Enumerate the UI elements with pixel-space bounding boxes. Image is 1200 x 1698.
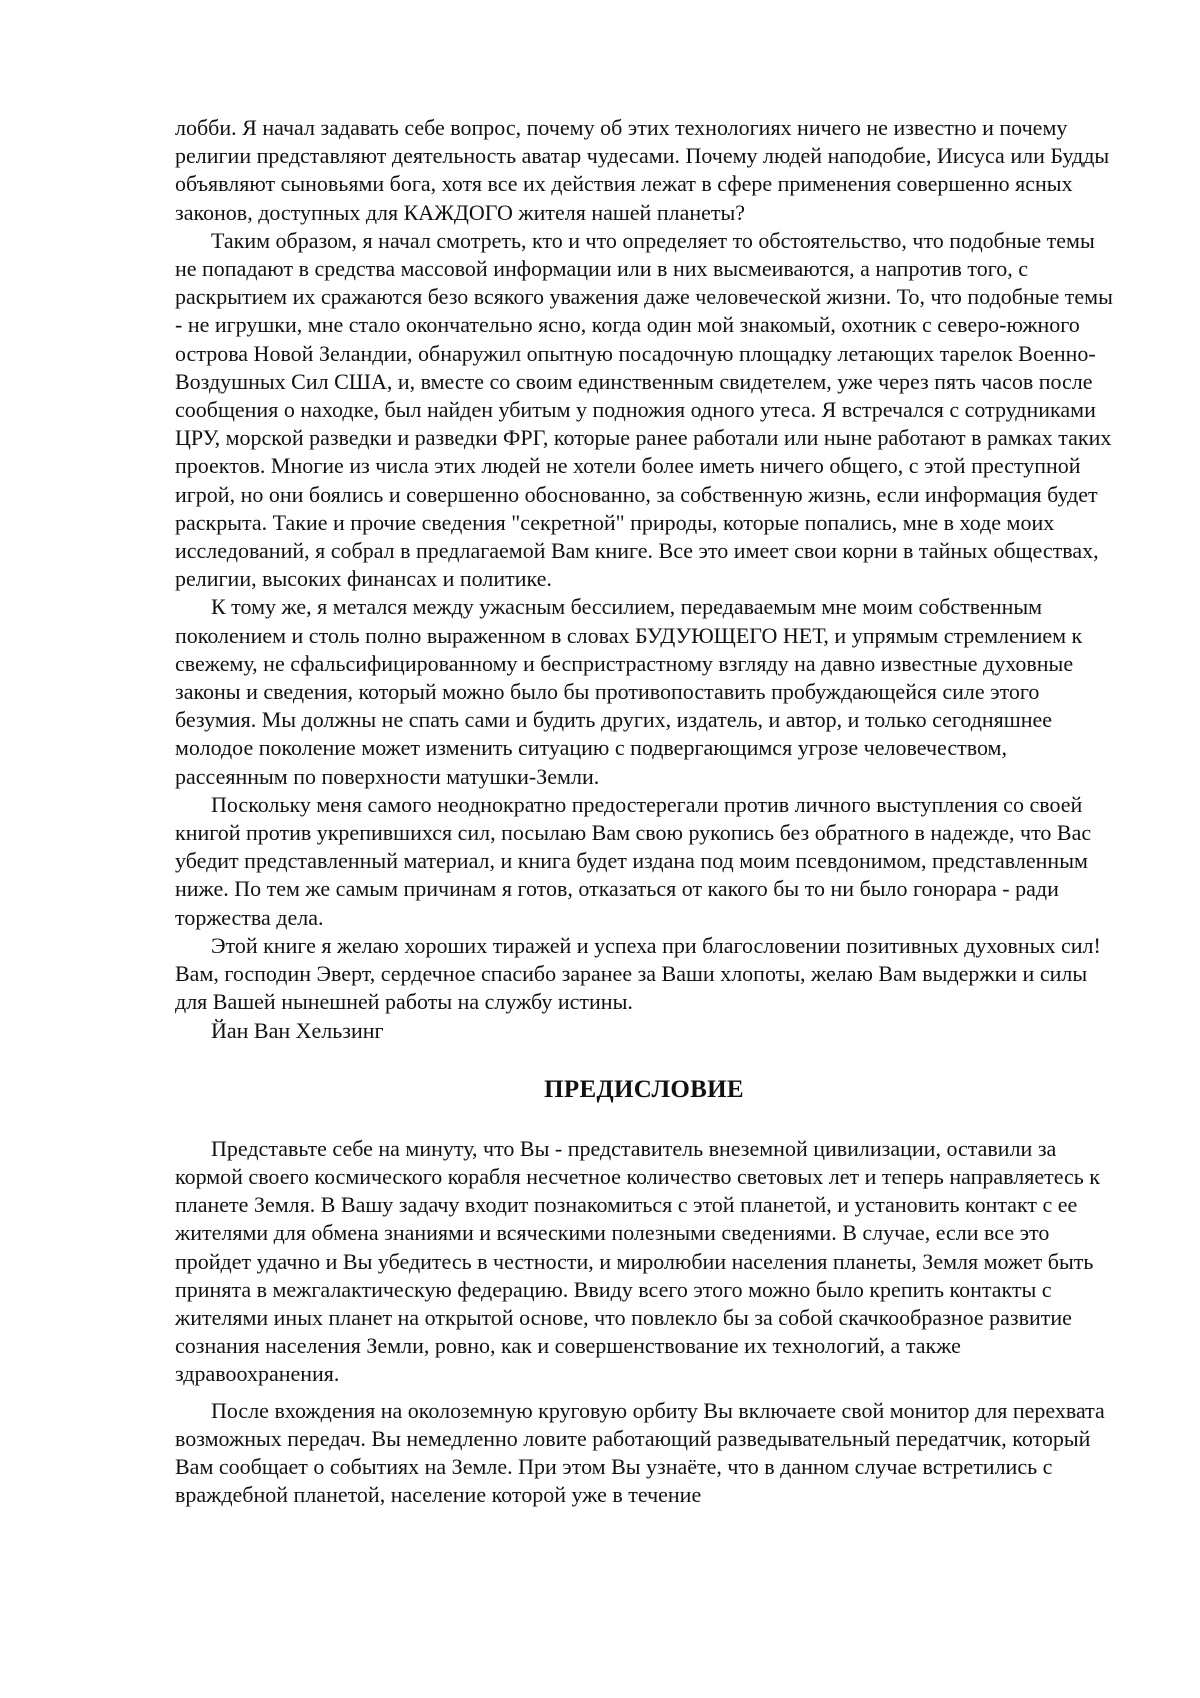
letter-signature: Йан Ван Хельзинг [211, 1017, 384, 1043]
letter-paragraph-4: Поскольку меня самого неоднократно предостерегали против личного выступления со своей книгой против укрепившихся сил, посылаю Вам свою рукопись без обратного в надежде, что Вас убедит представленный материал, и книга будет издана под моим псевдонимом, представленным ниже. По тем же самым причинам я готов, отказаться от какого бы то ни было гонорара - ради торжества дела. [175, 791, 1092, 930]
preface-paragraph-1: Представьте себе на минуту, что Вы - представитель внеземной цивилизации, оставили за кормой своего космического корабля несчетное количество световых лет и теперь направляетесь к планете Земля. В Вашу задачу входит познакомиться с этой планетой, и установить контакт с ее жителями для обмена знаниями и всяческими полезными сведениями. В случае, если все это пройдет удачно и Вы убедитесь в честности, и миролюбии населения планеты, Земля может быть принята в межгалактическую федерацию. Ввиду всего этого можно было крепить контакты с жителями иных планет на открытой основе, что повлекло бы за собой скачкообразное развитие сознания населения Земли, ровно, как и совершенствование их технологий, а также здравоохранения. [175, 1135, 1100, 1387]
section-title: ПРЕДИСЛОВИЕ [544, 1075, 744, 1103]
letter-paragraph-5: Этой книге я желаю хороших тиражей и успеха при благословении позитивных духовных сил! Вам, господин Эверт, сердечное спасибо заранее за Ваши хлопоты, желаю Вам выдержки и силы для Вашей нынешней работы на службу истины. [175, 932, 1101, 1015]
letter-paragraph-1: лобби. Я начал задавать себе вопрос, почему об этих технологиях ничего не известно и почему религии представляют деятельность аватар чудесами. Почему людей наподобие, Иисуса или Будды объявляют сыновьями бога, хотя все их действия лежат в сфере применения совершенно ясных законов, доступных для КАЖДОГО жителя нашей планеты? [175, 115, 1110, 225]
preface-paragraph-2: После вхождения на околоземную круговую орбиту Вы включаете свой монитор для перехвата возможных передач. Вы немедленно ловите работающий разведывательный передатчик, который Вам сообщает о событиях на Земле. При этом Вы узнаёте, что в данном случае встретились с враждебной планетой, население которой уже в течение [175, 1397, 1105, 1508]
letter-paragraph-3: К тому же, я метался между ужасным бессилием, передаваемым мне моим собственным поколением и столь полно выраженном в словах БУДУЮЩЕГО НЕТ, и упрямым стремлением к свежему, не сфальсифицированному и беспристрастному взгляду на давно известные духовные законы и сведения, который можно было бы противопоставить пробуждающейся силе этого безумия. Мы должны не спать сами и будить других, издатель, и автор, и только сегодняшнее молодое поколение может изменить ситуацию с подвергающимся угрозе человечеством, рассеянным по поверхности матушки-Земли. [175, 594, 1083, 789]
document-body [175, 114, 1113, 1509]
letter-paragraph-2: Таким образом, я начал смотреть, кто и что определяет то обстоятельство, что подобные темы не попадают в средства массовой информации или в них высмеиваются, а напротив того, с раскрытием их сражаются безо всякого уважения даже человеческой жизни. То, что подобные темы - не игрушки, мне стало окончательно ясно, когда один мой знакомый, охотник с северо-южного острова Новой Зеландии, обнаружил опытную посадочную площадку летающих тарелок Военно-Воздушных Сил США, и, вместе со своим единственным свидетелем, уже через пять часов после сообщения о находке, был найден убитым у подножия одного утеса. Я встречался с сотрудниками ЦРУ, морской разведки и разведки ФРГ, которые ранее работали или ныне работают в рамках таких проектов. Многие из числа этих людей не хотели более иметь ничего общего, с этой преступной игрой, но они боялись и совершенно обоснованно, за собственную жизнь, если информация будет раскрыта. Такие и прочие сведения "секретной" природы, которые попались, мне в ходе моих исследований, я собрал в предлагаемой Вам книге. Все это имеет свои корни в тайных обществах, религии, высоких финансах и политике. [175, 227, 1113, 592]
